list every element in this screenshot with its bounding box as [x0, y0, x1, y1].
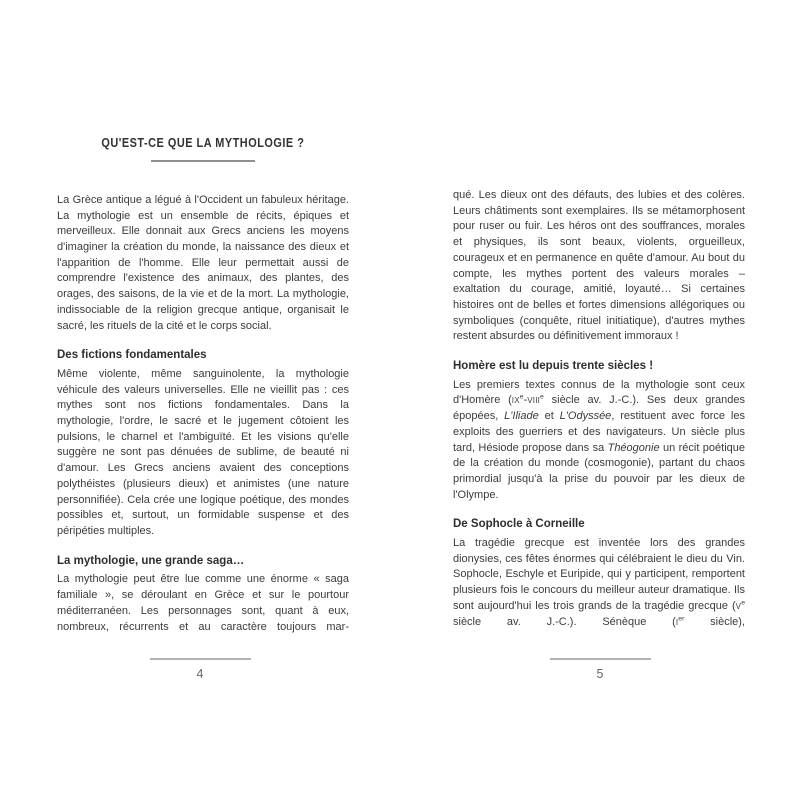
right-page-footer	[400, 658, 800, 681]
footer-rule	[550, 658, 651, 660]
section-paragraph: La tragédie grecque est inventée lors des grandes dionysies, ces fêtes énormes qui célébraient le dieu du Vin. Sophocle, Eschyle et Euripide, qui y participent, remportent plusieurs fois le concours du meilleur auteur dramatique. Ils sont aujourd'hui les trois grands de la tragédie grecque ($v^e$ siècle av. J.-C.). Sénèque ($i^{er}$ siècle),	[453, 537, 745, 628]
page-number-right: 5	[596, 667, 604, 681]
section-paragraph: Même violente, même sanguinolente, la mythologie véhicule des valeurs universelles. Elle ne vieillit pas : ces mythes sont nos fictions fondamentales. Dans la mythologie, l'ordre, le sacré et le jugement côtoient les pulsions, le charnel et l'ambiguïté. Et les visions qu'elle suggère ne sont pas dénuées de sublime, de beauté ni d'amour. Les Grecs anciens avaient des conceptions polythéistes (plusieurs dieux) et animistes (une nature personnifiée). Cela crée une logique poétique, des mondes possibles et, surtout, un formidable suspense et des péripéties multiples.	[57, 367, 349, 537]
chapter-title	[57, 136, 349, 151]
footer-rule	[150, 658, 251, 660]
intro-paragraph: La Grèce antique a légué à l'Occident un fabuleux héritage. La mythologie est un ensemble de récits, épiques et merveilleux. Elle donnait aux Grecs anciens les moyens d'imaginer la création du monde, la naissance des dieux et l'apparition de l'homme. Elle leur permettait aussi de comprendre l'existence des animaux, des plantes, des orages, des saisons, de la vie et de la mort. La mythologie, indissociable de la religion grecque antique, organisait le sacré, les rituels de la cité et le corps social.	[57, 193, 349, 332]
chapter-title-text: QU'EST-CE QUE LA MYTHOLOGIE ?	[101, 135, 305, 150]
section-heading-homere: Homère est lu depuis trente siècles !	[453, 360, 654, 373]
section-heading-grande-saga: La mythologie, une grande saga…	[57, 554, 245, 567]
right-page	[400, 0, 800, 800]
page-number-left: 4	[196, 667, 204, 681]
continuation-paragraph: qué. Les dieux ont des défauts, des lubies et des colères. Leurs châtiments sont exemplaires. Ils se métamorphosent pour ruser ou fuir. Les héros ont des souffrances, morales et physiques, ils sont beaux, violents, orgueilleux, courageux et en permanence en quête d'amour. Au bout du compte, les mythes portent des valeurs morales – exaltation du courage, amitié, loyauté… Si certaines histoires ont de belles et fortes dimensions allégoriques ou symboliques (conquête, rituel initiatique), d'autres mythes restent absurdes ou définitivement immoraux !	[453, 189, 745, 343]
section-heading-fictions-fondamentales: Des fictions fondamentales	[57, 349, 207, 362]
left-page-footer	[0, 658, 400, 681]
section-paragraph: Les premiers textes connus de la mythologie sont ceux d'Homère ($ix^e-viii^e$ siècle av. J.-C.). Ses deux grandes épopées, L'Iliade et L'Odyssée, restituent avec force les exploits des guerriers et des navigateurs. Un siècle plus tard, Hésiode propose dans sa Théogonie un récit poétique de la création du monde (cosmogonie), partant du chaos primordial jusqu'à la prise du pouvoir par les dieux de l'Olympe.	[453, 378, 746, 501]
chapter-title-rule	[151, 160, 255, 162]
section-heading-sophocle-corneille: De Sophocle à Corneille	[453, 518, 585, 531]
right-page-content	[453, 0, 745, 630]
section-paragraph: La mythologie peut être lue comme une énorme « saga familiale », se déroulant en Grèce et sur le pourtour méditerranéen. Les personnages sont, quant à eux, nombreux, récurrents et au caractère toujours mar-	[57, 573, 349, 633]
left-page-content	[57, 136, 349, 635]
